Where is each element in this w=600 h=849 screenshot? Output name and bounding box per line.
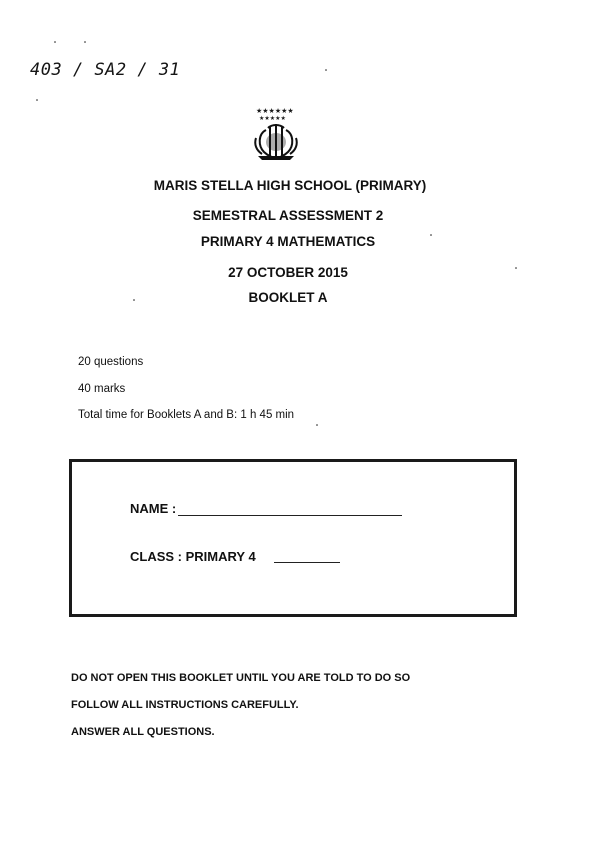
time-allowed: Total time for Booklets A and B: 1 h 45 min [78,409,295,421]
class-label: CLASS : PRIMARY 4 [130,549,256,564]
class-field-line[interactable] [274,562,340,563]
student-details-box [69,459,517,617]
school-crest-logo [248,104,304,164]
scan-speck [316,424,318,426]
instruction-3: ANSWER ALL QUESTIONS. [71,726,215,738]
scan-speck [515,267,517,269]
name-label: NAME : [130,501,177,516]
booklet-label: BOOKLET A [248,290,328,305]
question-count: 20 questions [78,356,144,368]
scan-speck [36,99,38,101]
school-name: MARIS STELLA HIGH SCHOOL (PRIMARY) [153,178,427,193]
exam-date: 27 OCTOBER 2015 [228,265,348,280]
scan-speck [84,41,86,43]
paper-code: 403 / SA2 / 31 [30,60,181,80]
svg-text:★★★★★★: ★★★★★★ [256,107,294,115]
svg-text:★★★★★: ★★★★★ [259,115,286,122]
scan-speck [430,234,432,236]
scan-speck [325,69,327,71]
subject-title: PRIMARY 4 MATHEMATICS [200,234,376,249]
scan-speck [54,41,56,43]
instruction-1: DO NOT OPEN THIS BOOKLET UNTIL YOU ARE TOLD TO DO SO [71,672,411,684]
scan-speck [133,299,135,301]
total-marks: 40 marks [78,383,126,395]
assessment-title: SEMESTRAL ASSESSMENT 2 [192,208,384,223]
name-field-line[interactable] [178,515,402,516]
instruction-2: FOLLOW ALL INSTRUCTIONS CAREFULLY. [71,699,299,711]
